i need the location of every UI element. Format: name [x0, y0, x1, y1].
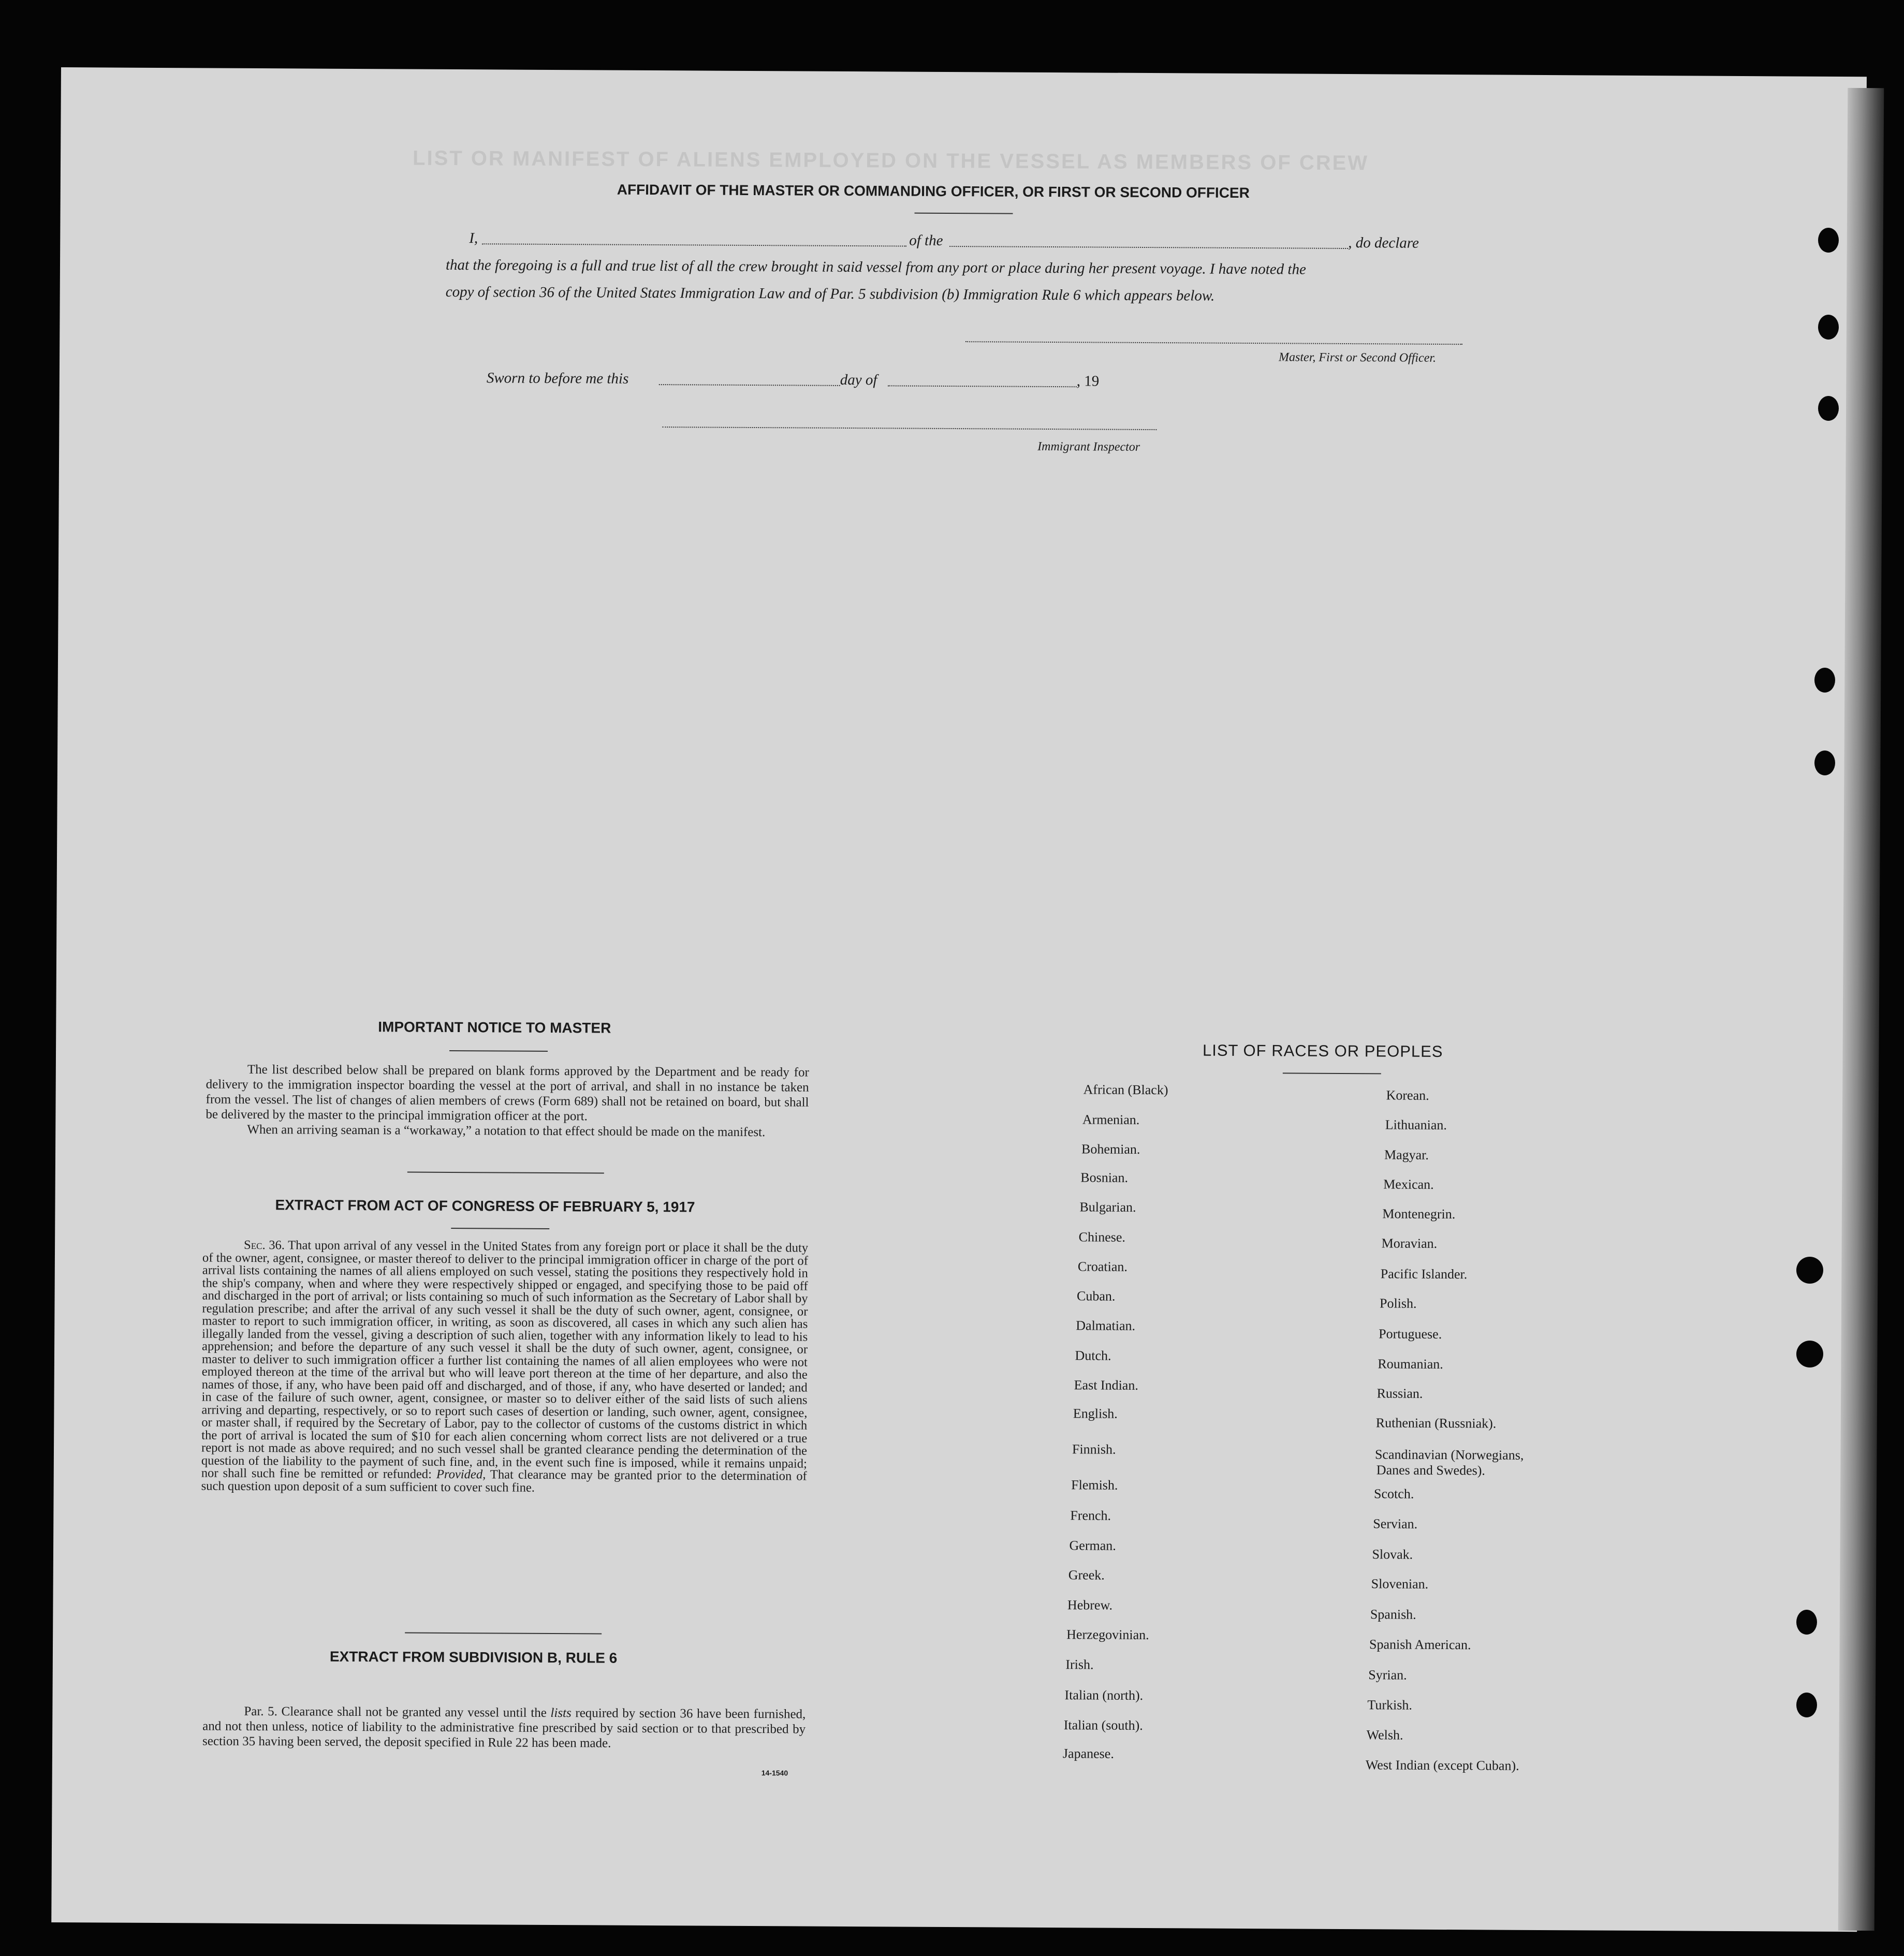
affidavit-statement-line-3: copy of section 36 of the United States Immigration Law and of Par. 5 subdivision (b) Immigration Rule 6 which appears below.: [445, 283, 1215, 304]
form-number: 14-1540: [761, 1769, 788, 1777]
race-item: Croatian.: [1077, 1259, 1128, 1274]
affidavit-statement-line-2: that the foregoing is a full and true list of all the crew brought in said vessel from any port or place during her present voyage. I have noted the: [445, 256, 1306, 278]
binder-hole: [1814, 668, 1835, 693]
extract-act-title: EXTRACT FROM ACT OF CONGRESS OF FEBRUARY 5, 1917: [275, 1197, 695, 1215]
rule-paragraph: [202, 1703, 805, 1752]
notice-title-rule: [449, 1050, 548, 1052]
races-right-column: [61, 67, 1867, 77]
race-item: Italian (north).: [1064, 1687, 1144, 1703]
race-item: English.: [1073, 1406, 1118, 1421]
race-item: Polish.: [1379, 1296, 1417, 1311]
section-divider-2: [405, 1633, 602, 1635]
section-36-body: That upon arrival of any vessel in the United States from any foreign port or place it shall be the duty of the owner, agent, consignee, or master thereof to deliver to the principal immigration officer in charge of the port of arrival lists containing the names of all aliens employed on such vessel, stating the positions they respectively hold in the ship's company, when and where they were respectively shipped or engaged, and specifying those to be paid off and discharged in the port of arrival; or lists containing so much of such information as the Secretary of Labor shall by regulation prescribe; and after the arrival of any such vessel it shall be the duty of such owner, agent, consignee, or master to report to such immigration officer, in writing, as soon as discovered, all cases in which any such alien has illegally landed from the vessel, giving a description of such alien, together with any information likely to lead to his apprehension; and before the departure of any such vessel it shall be the duty of such owner, agent, consignee, or master to deliver to such immigration officer a further list containing the names of all alien employees who were not employed thereon at the time of the arrival but who will leave port thereon at the time of her departure, and also the names of those, if any, who have been paid off and discharged, and of those, if any, who have deserted or landed; and in case of the failure of such owner, agent, consignee, or master so to deliver either of the said lists of such aliens arriving and departing, respectively, or so to report such cases of desertion or landing, such owner, agent, consignee, or master shall, if required by the Secretary of Labor, pay to the collector of customs of the customs district in which the port of arrival is located the sum of $10 for each alien concerning whom correct lists are not delivered or a true report is not made as above required; and no such vessel shall be granted clearance pending the determination of the question of the liability to the payment of such fine, and, in the event such fine is imposed, while it remains unpaid; nor shall such fine be remitted or refunded:: [201, 1238, 809, 1481]
race-item: Bohemian.: [1081, 1141, 1140, 1157]
race-right-continuation: Danes and Swedes).: [1376, 1462, 1486, 1478]
race-item: Greek.: [1068, 1567, 1105, 1583]
affidavit-name-line[interactable]: [482, 243, 906, 246]
race-item: Bosnian.: [1080, 1170, 1129, 1185]
race-item: Montenegrin.: [1382, 1206, 1456, 1222]
race-item: German.: [1069, 1538, 1116, 1553]
affidavit-i-label: I,: [469, 230, 478, 247]
race-item: Russian.: [1376, 1386, 1423, 1401]
race-item: Scandinavian (Norwegians,: [1374, 1447, 1524, 1463]
binder-hole: [1818, 396, 1839, 421]
race-item: Scotch.: [1374, 1486, 1414, 1502]
race-item: Armenian.: [1082, 1112, 1140, 1127]
race-item: Finnish.: [1072, 1442, 1116, 1457]
year-label: , 19: [1076, 373, 1100, 390]
race-item: Bulgarian.: [1079, 1199, 1136, 1215]
affidavit-title-rule: [915, 213, 1013, 214]
affidavit-declare-label: , do declare: [1348, 234, 1419, 252]
day-of-label: day of: [840, 371, 877, 389]
rule-text-end: required by section 36 have been furnished, and not then unless, notice of liability to the administrative fine prescribed by said section or to that prescribed by section 35 having been served, the deposit specified in Rule 22 has been made.: [202, 1706, 806, 1751]
race-item: Flemish.: [1071, 1477, 1118, 1493]
section-36-text: [201, 1239, 809, 1495]
binder-hole: [1796, 1341, 1823, 1367]
binder-hole: [1796, 1257, 1823, 1284]
binder-hole: [1814, 751, 1835, 775]
race-item: African (Black): [1083, 1082, 1168, 1098]
binder-hole: [1818, 228, 1839, 253]
race-item: Portuguese.: [1379, 1326, 1442, 1342]
race-item: Hebrew.: [1067, 1597, 1113, 1613]
race-item: Pacific Islander.: [1380, 1266, 1468, 1282]
race-item: Italian (south).: [1063, 1717, 1143, 1733]
race-item: East Indian.: [1074, 1377, 1138, 1393]
race-item: Syrian.: [1368, 1667, 1407, 1683]
bleed-through-header: LIST OR MANIFEST OF ALIENS EMPLOYED ON THE VESSEL AS MEMBERS OF CREW: [412, 146, 1369, 175]
race-item: Spanish American.: [1369, 1637, 1471, 1653]
races-title: LIST OF RACES OR PEOPLES: [1202, 1041, 1443, 1061]
inspector-label: Immigrant Inspector: [1037, 439, 1140, 454]
race-item: Mexican.: [1383, 1176, 1434, 1192]
notice-paragraph-2: When an arriving seaman is a “workaway,” a notation to that effect should be made on the manifest.: [247, 1122, 766, 1140]
master-signature-line[interactable]: [965, 341, 1462, 345]
rule-lists-word: lists: [550, 1705, 572, 1720]
section-36-body-end: That clearance may be granted prior to the determination of such question upon deposit of a sum sufficient to cover such fine.: [201, 1467, 807, 1495]
race-item: Welsh.: [1366, 1727, 1403, 1743]
race-item: Dalmatian.: [1076, 1318, 1136, 1333]
section-36-label: Sec. 36.: [244, 1238, 285, 1253]
inspector-signature-line[interactable]: [662, 427, 1156, 430]
notice-title: IMPORTANT NOTICE TO MASTER: [378, 1019, 611, 1036]
document-page: [51, 67, 1867, 1932]
binder-hole: [1818, 315, 1839, 340]
affidavit-title: AFFIDAVIT OF THE MASTER OR COMMANDING OFFICER, OR FIRST OR SECOND OFFICER: [617, 181, 1250, 201]
race-item: Servian.: [1373, 1516, 1418, 1532]
race-item: Chinese.: [1078, 1229, 1126, 1245]
extract-act-title-rule: [451, 1228, 549, 1229]
race-item: Slovak.: [1372, 1547, 1413, 1562]
section-divider-1: [407, 1172, 604, 1174]
master-signature-label: Master, First or Second Officer.: [1279, 350, 1437, 365]
race-item: Moravian.: [1381, 1236, 1438, 1251]
race-item: Slovenian.: [1371, 1576, 1429, 1592]
race-item: French.: [1070, 1508, 1111, 1523]
notice-paragraph-1: The list described below shall be prepared on blank forms approved by the Department and be ready for delivery to the immigration inspector boarding the vessel at the port of arrival, and shall in no instance be taken from the vessel. The list of changes of alien members of crews (Form 689) shall not be retained on board, but shall be delivered by the master to the principal immigration officer at the port.: [206, 1062, 809, 1124]
race-item: Lithuanian.: [1385, 1117, 1447, 1133]
affidavit-of-label: of the: [909, 232, 943, 249]
provided-label: Provided,: [436, 1467, 486, 1482]
race-item: Magyar.: [1384, 1147, 1429, 1163]
races-left-column: [61, 67, 1867, 77]
affidavit-vessel-line[interactable]: [949, 246, 1348, 249]
sworn-month-line[interactable]: [888, 385, 1077, 387]
race-item: Ruthenian (Russniak).: [1375, 1415, 1497, 1431]
sworn-label: Sworn to before me this: [486, 370, 629, 387]
race-item: Korean.: [1386, 1087, 1429, 1103]
extract-rule-title: EXTRACT FROM SUBDIVISION B, RULE 6: [329, 1648, 618, 1666]
race-item: Roumanian.: [1378, 1356, 1443, 1372]
race-item: Turkish.: [1367, 1697, 1413, 1713]
binder-hole: [1796, 1610, 1817, 1635]
races-title-rule: [1283, 1072, 1381, 1074]
race-item: Spanish.: [1370, 1607, 1416, 1622]
race-item: Herzegovinian.: [1066, 1627, 1149, 1643]
race-item: Dutch.: [1075, 1348, 1111, 1363]
race-item: Irish.: [1065, 1657, 1094, 1672]
race-item: West Indian (except Cuban).: [1365, 1757, 1519, 1773]
sworn-day-line[interactable]: [659, 384, 840, 386]
race-item: Cuban.: [1077, 1288, 1116, 1304]
race-item: Japanese.: [1062, 1746, 1114, 1761]
binder-hole: [1796, 1693, 1817, 1717]
rule-text-start: Par. 5. Clearance shall not be granted any vessel until the: [244, 1704, 551, 1720]
